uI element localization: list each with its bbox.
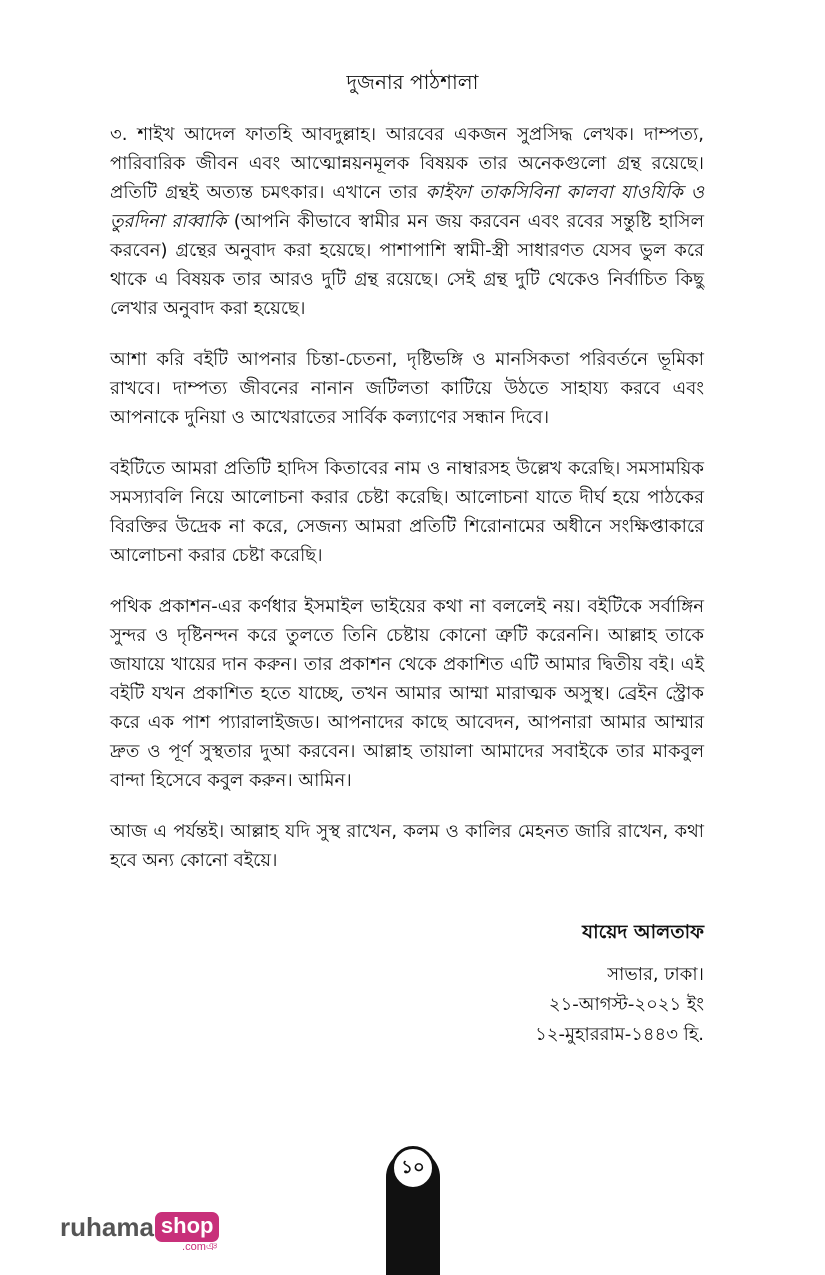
logo-text-ruhama: ruhama — [60, 1212, 154, 1242]
page-number: ১০ — [391, 1146, 435, 1190]
paragraph-3: বইটিতে আমরা প্রতিটি হাদিস কিতাবের নাম ও নাম্বারসহ উল্লেখ করেছি। সমসাময়িক সমস্যাবলি নিয়ে আলোচনা করার চেষ্টা করেছি। আলোচনা যাতে দীর্ঘ হয়ে পাঠকের বিরক্তির উদ্রেক না করে, সেজন্য আমরা প্রতিটি শিরোনামের অধীনে সংক্ষিপ্তাকারে আলোচনা করার চেষ্টা করেছি। — [110, 458, 704, 566]
logo-text-shop: shop — [155, 1212, 220, 1242]
author-signature: যায়েদ আলতাফ — [582, 921, 704, 943]
paragraph-1 — [110, 120, 704, 323]
ruhama-shop-logo — [60, 1212, 219, 1253]
signature-date-gregorian: ২১-আগস্ট-২০২১ ইং — [548, 994, 704, 1015]
paragraph-1-part-b: (আপনি কীভাবে স্বামীর মন জয় করবেন এবং রবের সন্তুষ্টি হাসিল করবেন) গ্রন্থের অনুবাদ করা হয়েছে। পাশাপাশি স্বামী-স্ত্রী সাধারণত যেসব ভুল করে থাকে এ বিষয়ক তার আরও দুটি গ্রন্থ রয়েছে। সেই গ্রন্থ দুটি থেকেও নির্বাচিত কিছু লেখার অনুবাদ করা হয়েছে। — [110, 211, 704, 319]
signature-date-hijri: ১২-মুহাররাম-১৪৪৩ হি. — [535, 1024, 704, 1045]
book-title-italic: কাইফা তাকসিবিনা কালবা যাওযিকি ও তুরদিনা রাব্বাকি — [110, 182, 704, 232]
logo-text-domain: .comঞ — [182, 1241, 218, 1253]
paragraph-2: আশা করি বইটি আপনার চিন্তা-চেতনা, দৃষ্টিভঙ্গি ও মানসিকতা পরিবর্তনে ভূমিকা রাখবে। দাম্পত্য জীবনের নানান জটিলতা কাটিয়ে উঠতে সাহায্য করবে এবং আপনাকে দুনিয়া ও আখেরাতের সার্বিক কল্যাণের সন্ধান দিবে। — [110, 349, 704, 428]
paragraph-4: পথিক প্রকাশন-এর কর্ণধার ইসমাইল ভাইয়ের কথা না বললেই নয়। বইটিকে সর্বাঙ্গিন সুন্দর ও দৃষ্টিনন্দন করে তুলতে তিনি চেষ্টায় কোনো ত্রুটি করেননি। আল্লাহ তাকে জাযায়ে খায়ের দান করুন। তার প্রকাশন থেকে প্রকাশিত এটি আমার দ্বিতীয় বই। এই বইটি যখন প্রকাশিত হতে যাচ্ছে, তখন আমার আম্মা মারাত্মক অসুস্থ। ব্রেইন স্ট্রোক করে এক পাশ প্যারালাইজড। আপনাদের কাছে আবেদন, আপনারা আমার আম্মার দ্রুত ও পূর্ণ সুস্থতার দুআ করবেন। আল্লাহ তায়ালা আমাদের সবাইকে তার মাকবুল বান্দা হিসেবে কবুল করুন। আমিন। — [110, 596, 704, 791]
signature-details — [535, 960, 704, 1050]
body-text — [110, 120, 704, 897]
paragraph-1-part-a: ৩. শাইখ আদেল ফাতহি আবদুল্লাহ। আরবের একজন সুপ্রসিদ্ধ লেখক। দাম্পত্য, পারিবারিক জীবন এবং আত্মোন্নয়নমূলক বিষয়ক তার অনেকগুলো গ্রন্থ রয়েছে। প্রতিটি গ্রন্থই অত্যন্ত চমৎকার। এখানে তার — [110, 124, 704, 203]
paragraph-5: আজ এ পর্যন্তই। আল্লাহ যদি সুস্থ রাখেন, কলম ও কালির মেহনত জারি রাখেন, কথা হবে অন্য কোনো বইয়ে। — [110, 821, 704, 871]
signature-place: সাভার, ঢাকা। — [607, 964, 704, 985]
logo-shop-badge — [155, 1212, 220, 1253]
running-header: দুজনার পাঠশালা — [346, 70, 479, 94]
